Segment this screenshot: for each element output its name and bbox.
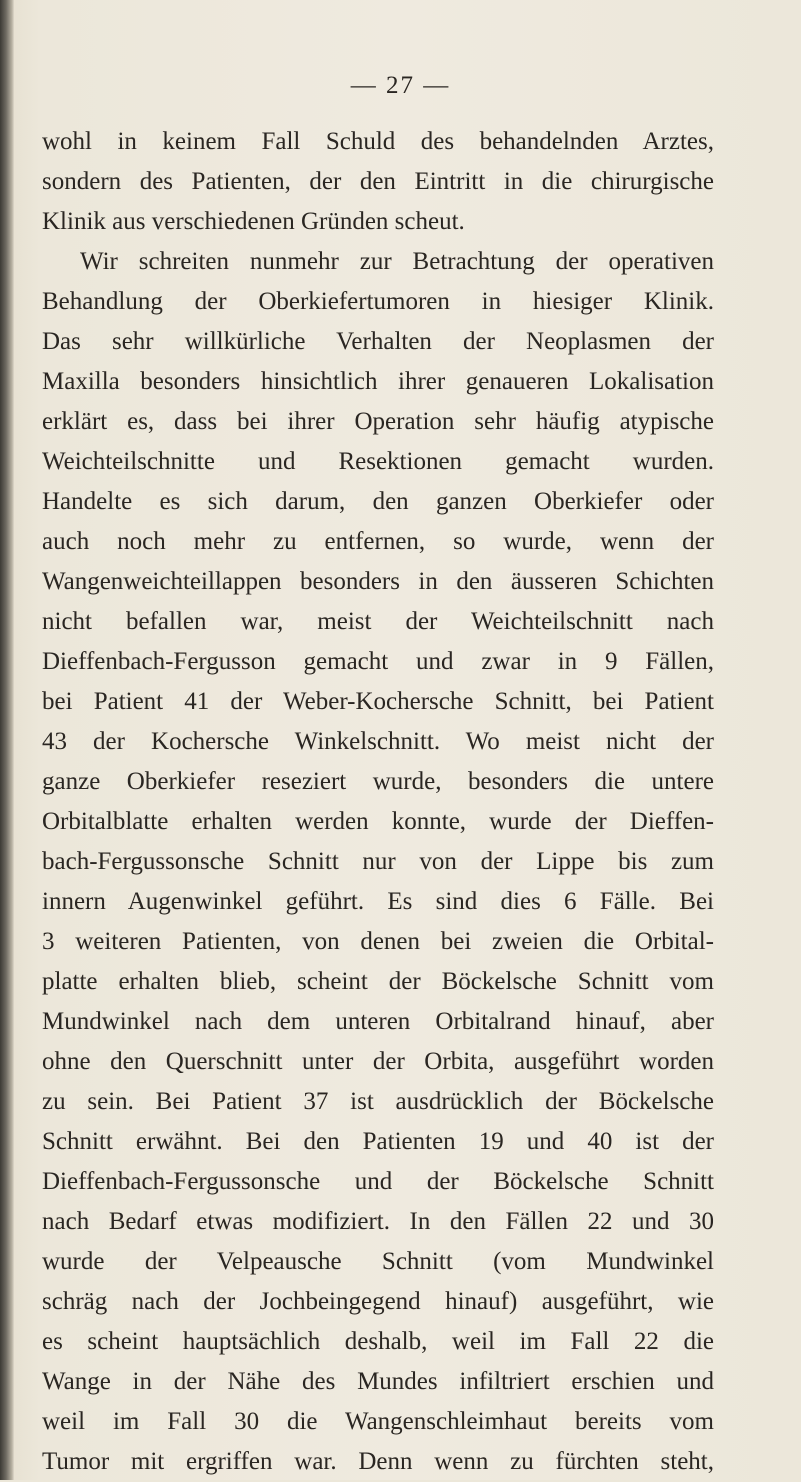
body-text	[42, 122, 714, 1482]
text-line: auch noch mehr zu entfernen, so wurde, wenn der	[42, 528, 714, 555]
text-line: Dieffenbach-Fergusson gemacht und zwar in 9 Fällen,	[42, 648, 714, 675]
text-line: Mundwinkel nach dem unteren Orbitalrand hinauf, aber	[42, 1008, 714, 1035]
text-line: weil im Fall 30 die Wangenschleimhaut bereits vom	[42, 1408, 714, 1435]
text-line: bei Patient 41 der Weber-Kochersche Schnitt, bei Patient	[42, 688, 714, 715]
text-line: Wangenweichteillappen besonders in den äusseren Schichten	[42, 568, 714, 595]
text-line: Wange in der Nähe des Mundes infiltriert erschien und	[42, 1368, 714, 1395]
text-line: Schnitt erwähnt. Bei den Patienten 19 und 40 ist der	[42, 1128, 714, 1155]
text-line: zu sein. Bei Patient 37 ist ausdrücklich der Böckelsche	[42, 1088, 714, 1115]
text-line: Handelte es sich darum, den ganzen Oberkiefer oder	[42, 488, 714, 515]
text-line: erklärt es, dass bei ihrer Operation sehr häufig atypische	[42, 408, 714, 435]
text-line: ohne den Querschnitt unter der Orbita, ausgeführt worden	[42, 1048, 714, 1075]
text-line: 43 der Kochersche Winkelschnitt. Wo meist nicht der	[42, 728, 714, 755]
text-line: ganze Oberkiefer reseziert wurde, besonders die untere	[42, 768, 714, 795]
text-line: es scheint hauptsächlich deshalb, weil im Fall 22 die	[42, 1328, 714, 1355]
text-line: wohl in keinem Fall Schuld des behandelnden Arztes,	[42, 128, 714, 155]
text-line: nicht befallen war, meist der Weichteilschnitt nach	[42, 608, 714, 635]
text-line: Klinik aus verschiedenen Gründen scheut.	[42, 208, 465, 235]
text-line: nach Bedarf etwas modifiziert. In den Fällen 22 und 30	[42, 1208, 714, 1235]
text-line: Das sehr willkürliche Verhalten der Neoplasmen der	[42, 328, 714, 355]
text-line: Wir schreiten nunmehr zur Betrachtung der operativen	[80, 248, 714, 275]
text-line: Orbitalblatte erhalten werden konnte, wurde der Dieffen-	[42, 808, 714, 835]
text-line: Dieffenbach-Fergussonsche und der Böckelsche Schnitt	[42, 1168, 714, 1195]
page-number: — 27 —	[350, 72, 451, 99]
text-line: Maxilla besonders hinsichtlich ihrer genaueren Lokalisation	[42, 368, 714, 395]
text-line: Tumor mit ergriffen war. Denn wenn zu fürchten steht,	[42, 1448, 714, 1475]
text-line: platte erhalten blieb, scheint der Böckelsche Schnitt vom	[42, 968, 714, 995]
page-gutter-shadow	[0, 0, 14, 1480]
text-line: sondern des Patienten, der den Eintritt in die chirurgische	[42, 168, 714, 195]
text-line: schräg nach der Jochbeingegend hinauf) ausgeführt, wie	[42, 1288, 714, 1315]
text-line: innern Augenwinkel geführt. Es sind dies 6 Fälle. Bei	[42, 888, 714, 915]
text-line: bach-Fergussonsche Schnitt nur von der Lippe bis zum	[42, 848, 714, 875]
text-line: Behandlung der Oberkiefertumoren in hiesiger Klinik.	[42, 288, 714, 315]
text-line: Weichteilschnitte und Resektionen gemacht wurden.	[42, 448, 714, 475]
text-line: 3 weiteren Patienten, von denen bei zweien die Orbital-	[42, 928, 714, 955]
text-line: wurde der Velpeausche Schnitt (vom Mundwinkel	[42, 1248, 714, 1275]
